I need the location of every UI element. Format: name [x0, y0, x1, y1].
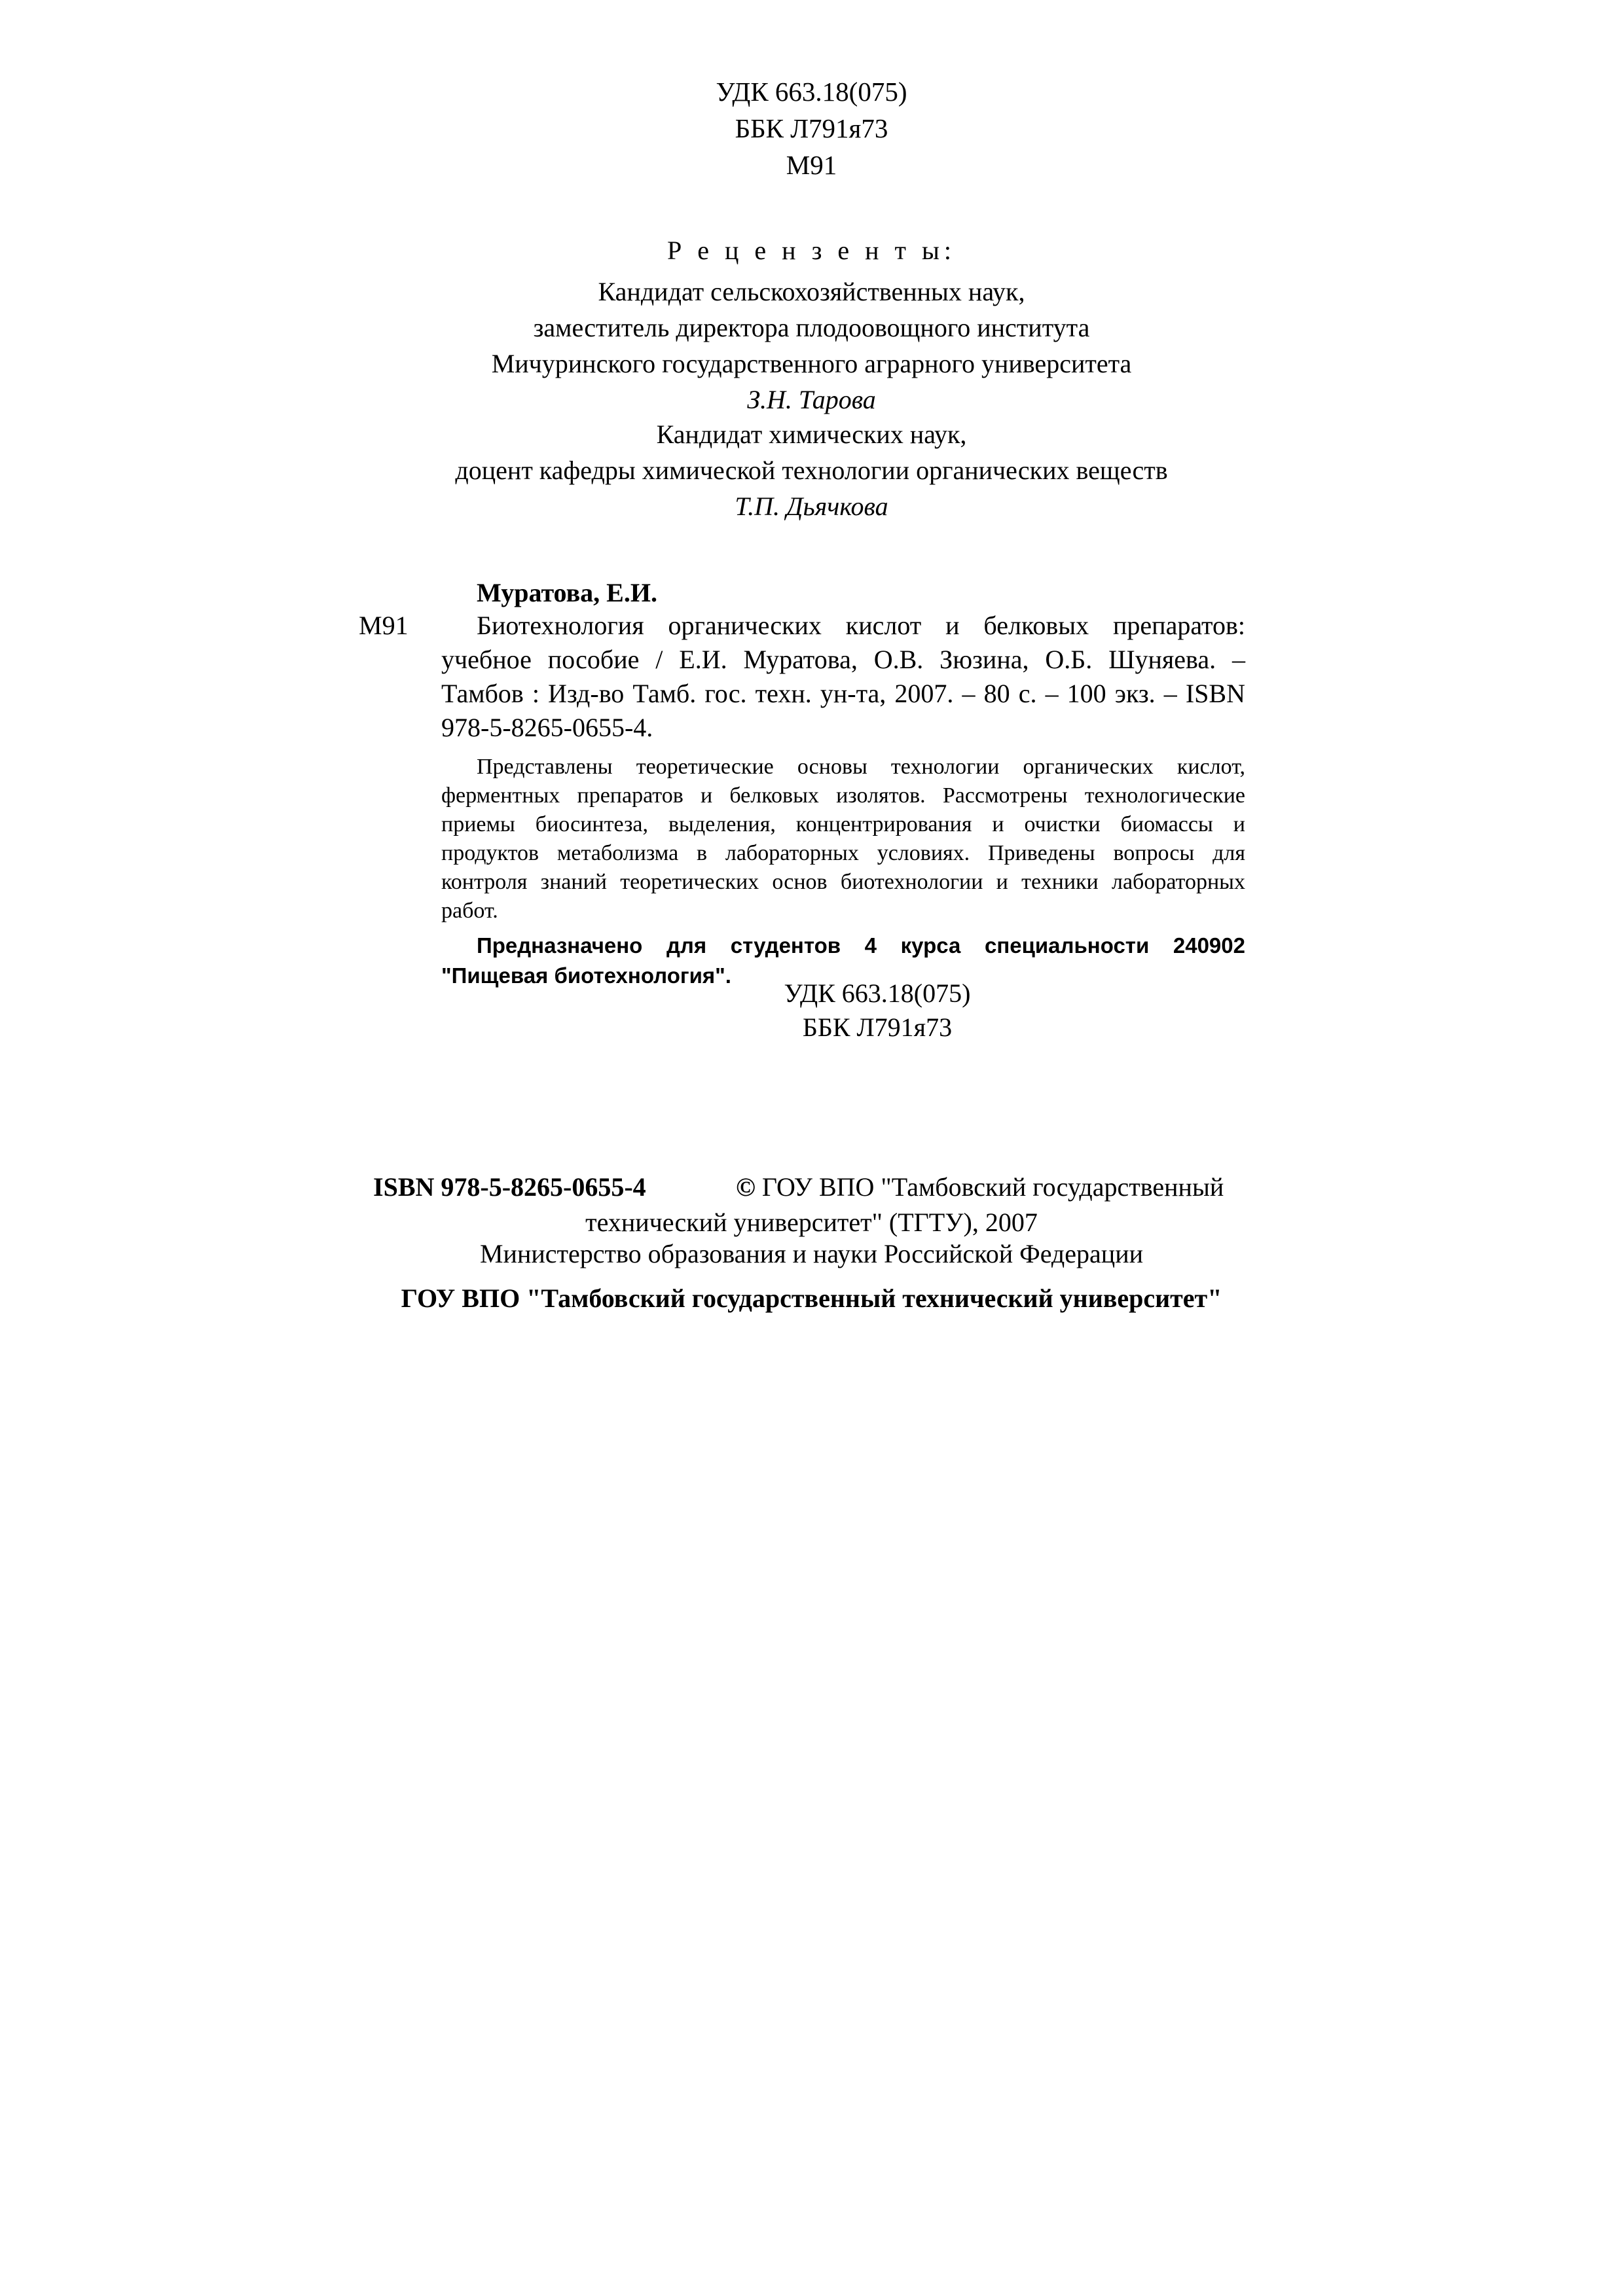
ministry: Министерство образования и науки Российской Федерации — [479, 1239, 1144, 1268]
footer-classification-codes — [720, 977, 1034, 1045]
copyright-holder-line2: технический университет" (ТГТУ), 2007 — [585, 1208, 1038, 1237]
reviewer-2-degree: Кандидат химических наук, — [656, 420, 967, 449]
copyright-symbol: © — [736, 1172, 756, 1202]
catalog-author: Муратова, Е.И. — [477, 578, 657, 607]
author-mark: М91 — [786, 150, 837, 180]
isbn: ISBN 978-5-8265-0655-4 — [373, 1172, 646, 1202]
bbk-code: ББК Л791я73 — [735, 113, 888, 143]
reviewer-2 — [0, 416, 1623, 524]
reviewer-1-name: З.Н. Тарова — [747, 385, 876, 414]
annotation — [441, 753, 1245, 991]
annotation-purpose: Предназначено для студентов 4 курса специальности 240902 "Пищевая биотехнология". — [441, 933, 1245, 988]
reviewer-1-degree: Кандидат сельскохозяйственных наук, — [598, 277, 1025, 306]
udk-code: УДК 663.18(075) — [716, 77, 907, 107]
reviewers-heading: Р е ц е н з е н т ы: — [667, 236, 956, 265]
footer-udk-code: УДК 663.18(075) — [784, 978, 971, 1008]
catalog-description — [441, 609, 1245, 745]
catalog-description-text: Биотехнология органических кислот и белковых препаратов: учебное пособие / Е.И. Муратова, О.В. Зюзина, О.Б. Шуняева. – Тамбов : Изд-во Тамб. гос. техн. ун-та, 2007. – 80 с. – 100 экз. – ISBN 978-5-8265-0655-4. — [441, 611, 1245, 742]
reviewer-1 — [0, 274, 1623, 418]
reviewer-1-position: заместитель директора плодоовощного института — [533, 313, 1090, 342]
reviewer-1-organization: Мичуринского государственного аграрного университета — [491, 349, 1132, 378]
classification-codes — [0, 73, 1623, 183]
annotation-paragraph: Представлены теоретические основы технологии органических кислот, ферментных препаратов и белковых изолятов. Рассмотрены технологические приемы биосинтеза, выделения, концентрирования и очистки биомассы и продуктов метаболизма в лабораторных условиях. Приведены вопросы для контроля знаний теоретических основ биотехнологии и техники лабораторных работ. — [441, 755, 1245, 923]
university: ГОУ ВПО "Тамбовский государственный технический университет" — [401, 1283, 1222, 1313]
catalog-mark: М91 — [359, 611, 409, 640]
footer-bbk-code: ББК Л791я73 — [802, 1013, 953, 1042]
copyright-holder-line1: ГОУ ВПО "Тамбовский государственный — [761, 1172, 1224, 1202]
reviewer-2-name: Т.П. Дьячкова — [735, 492, 888, 521]
reviewer-2-position: доцент кафедры химической технологии органических веществ — [455, 456, 1168, 485]
copyright-line — [736, 1170, 1224, 1204]
